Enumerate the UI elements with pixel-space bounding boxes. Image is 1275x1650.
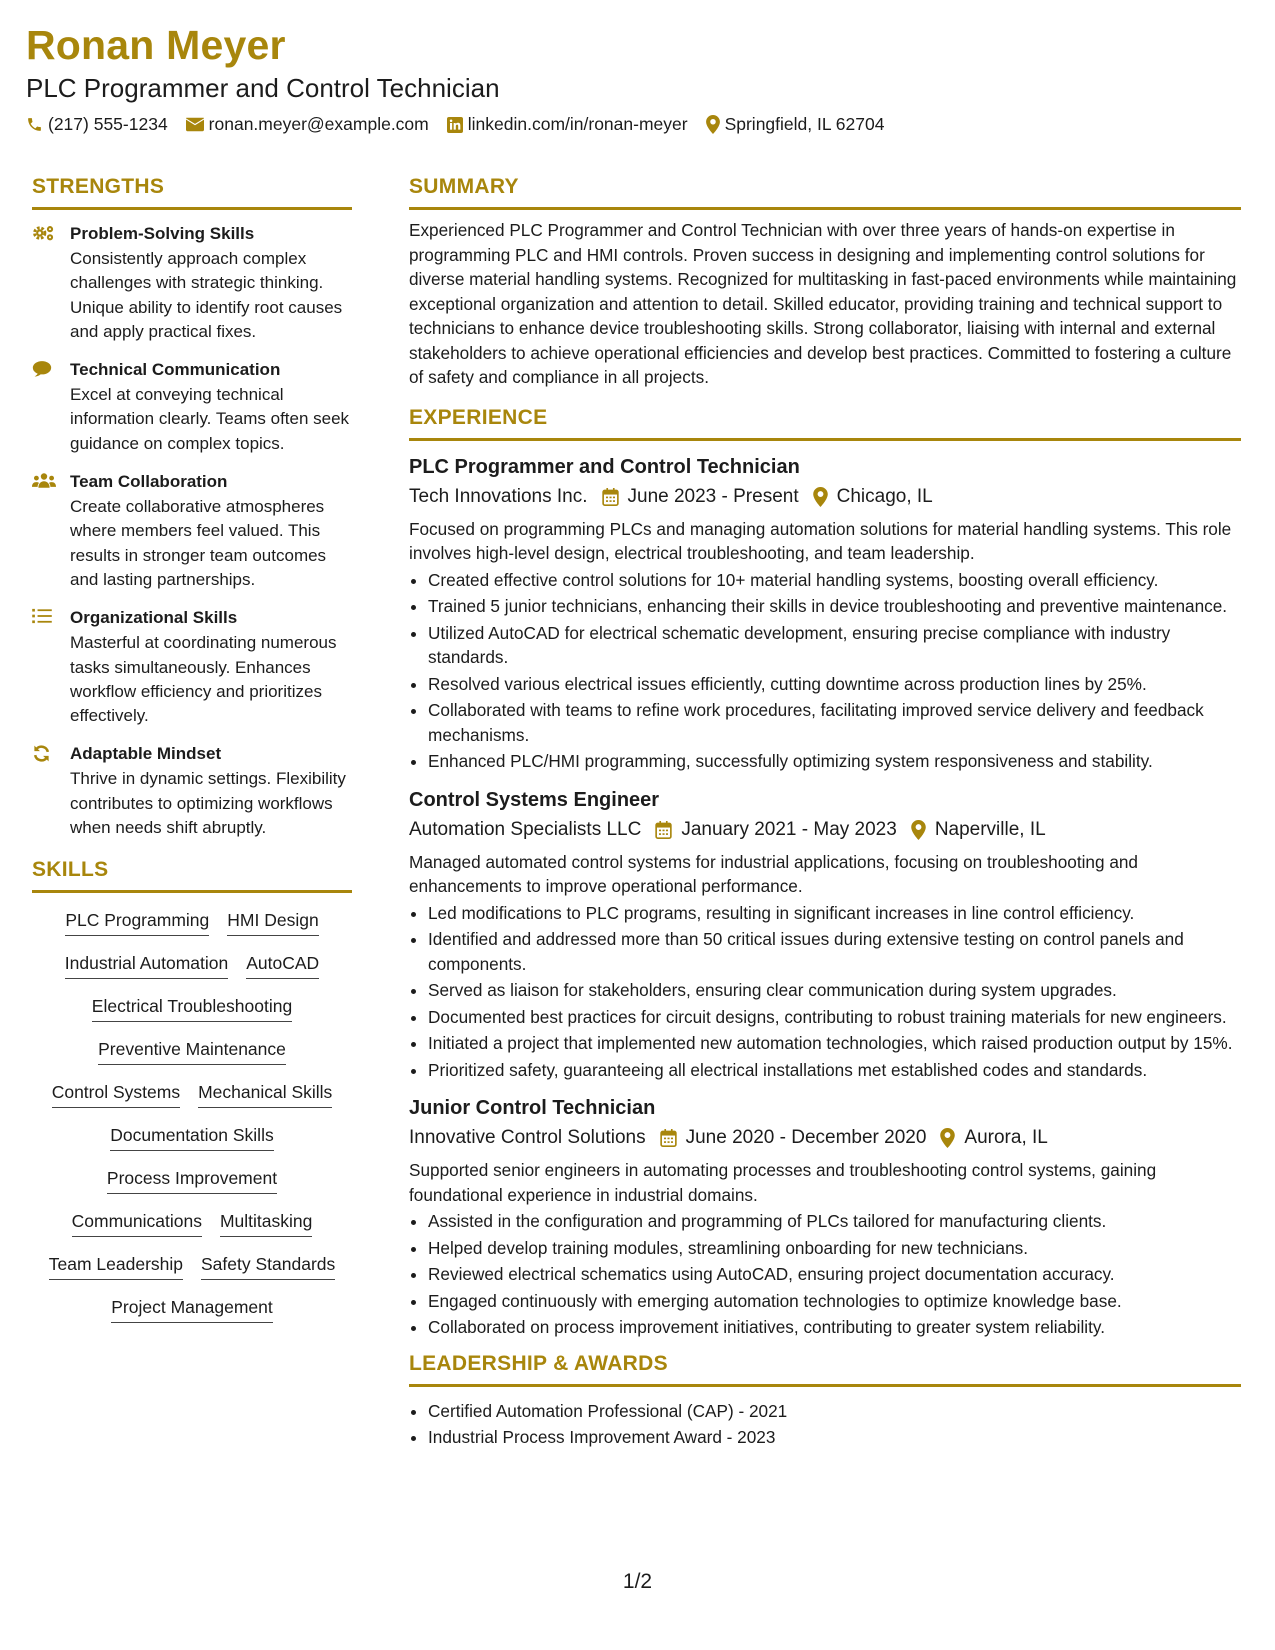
strength-item [32,742,352,840]
job-description: Managed automated control systems for industrial applications, focusing on troubleshooting and enhancements to improve operational performance. [409,851,1138,896]
phone-icon [26,116,43,133]
job-title: Junior Control Technician [409,1097,656,1119]
contact-email[interactable] [186,114,429,135]
job-location: Chicago, IL [836,485,933,507]
gears-icon [32,224,56,242]
skill-tag: HMI Design [227,909,318,936]
skill-tag: Project Management [111,1296,272,1323]
users-icon [32,472,56,489]
strength-title: Organizational Skills [70,608,238,628]
map-pin-icon [706,115,720,134]
skill-tag: Mechanical Skills [198,1081,332,1108]
sidebar [32,175,352,1339]
strength-item [32,606,352,728]
job-bullet: • Enhanced PLC/HMI programming, successfully optimizing system responsiveness and stability. [428,749,1241,774]
skill-tag: Safety Standards [201,1253,335,1280]
job-entry [409,453,1241,774]
awards-heading: LEADERSHIP & AWARDS [409,1352,1241,1387]
strength-item [32,358,352,456]
awards-list [409,1399,1241,1450]
contact-bar [26,114,902,135]
skill-tag: AutoCAD [246,952,319,979]
job-bullet: • Documented best practices for circuit designs, contributing to robust training materials for new engineers. [428,1005,1241,1030]
skills-list [32,905,352,1339]
skill-tag: Industrial Automation [65,952,228,979]
strength-description: Consistently approach complex challenges with strategic thinking. Unique ability to identify root causes and apply practical fixes. [70,249,343,341]
job-bullet: • Assisted in the configuration and programming of PLCs tailored for manufacturing clients. [428,1209,1241,1234]
calendar-icon [655,821,672,839]
job-company: Automation Specialists LLC [409,818,642,840]
strength-description: Create collaborative atmospheres where members feel valued. This results in stronger team outcomes and lasting partnerships. [70,497,327,589]
strength-item [32,470,352,592]
job-location: Aurora, IL [964,1127,1048,1148]
skill-tag: Electrical Troubleshooting [92,995,292,1022]
job-bullets [409,901,1241,1083]
job-bullet: • Created effective control solutions for 10+ material handling systems, boosting overall efficiency. [428,568,1241,593]
contact-location [706,114,885,135]
job-bullet: • Trained 5 junior technicians, enhancing their skills in device troubleshooting and preventive maintenance. [428,594,1241,619]
job-location: Naperville, IL [934,818,1046,840]
job-entry [409,786,1241,1083]
map-pin-icon [940,1128,955,1148]
job-bullets [409,568,1241,774]
skill-tag: Control Systems [52,1081,180,1108]
job-dates: June 2023 - Present [627,485,799,507]
strength-title: Adaptable Mindset [70,744,222,764]
job-entry [409,1094,1241,1340]
skill-tag: Preventive Maintenance [98,1038,286,1065]
strengths-heading: STRENGTHS [32,175,352,210]
summary-heading: SUMMARY [409,175,1241,210]
main-column [409,175,1241,1452]
contact-linkedin[interactable] [447,114,688,135]
job-bullet: • Collaborated on process improvement initiatives, contributing to greater system reliability. [428,1315,1241,1340]
strength-title: Team Collaboration [70,472,228,492]
job-meta [409,1124,1241,1152]
speech-bubble-icon [32,360,52,378]
list-icon [32,608,52,624]
job-dates: June 2020 - December 2020 [685,1127,927,1148]
strength-title: Problem-Solving Skills [70,224,255,243]
envelope-icon [186,117,204,132]
map-pin-icon [813,487,828,507]
job-bullet: • Utilized AutoCAD for electrical schematic development, ensuring precise compliance with industry standards. [428,621,1241,670]
summary-text: Experienced PLC Programmer and Control Technician with over three years of hands-on expertise in programming PLC and HMI controls. Proven success in designing and implementing control solutions for diverse material handling systems. Recognized for multitasking in fast-paced environments while maintaining exceptional organization and attention to detail. Skilled educator, providing training and technical support to technicians to enhance device troubleshooting skills. Strong collaborator, liaising with internal and external stakeholders to achieve operational efficiencies and develop best practices. Committed to fostering a culture of safety and compliance in all projects. [409,220,1237,387]
job-company: Tech Innovations Inc. [409,485,588,507]
job-bullet: • Engaged continuously with emerging automation technologies to optimize knowledge base. [428,1289,1241,1314]
job-description: Focused on programming PLCs and managing automation solutions for material handling systems. This role involves high-level design, electrical troubleshooting, and team leadership. [409,518,1232,563]
job-meta [409,483,1241,511]
job-bullet: • Helped develop training modules, streamlining onboarding for new technicians. [428,1236,1241,1261]
phone-text: (217) 555-1234 [48,114,168,134]
strength-description: Thrive in dynamic settings. Flexibility contributes to optimizing workflows when needs shift abruptly. [70,769,346,838]
award-item: • Industrial Process Improvement Award - 2023 [428,1425,1241,1450]
strength-title: Technical Communication [70,360,281,380]
refresh-icon [32,744,51,763]
job-company: Innovative Control Solutions [409,1127,646,1148]
job-title: PLC Programmer and Control Technician [409,455,800,478]
skills-heading: SKILLS [32,858,352,893]
strength-item [32,222,352,344]
job-bullet: • Prioritized safety, guaranteeing all electrical installations met established codes and standards. [428,1058,1241,1083]
job-bullet: • Collaborated with teams to refine work procedures, facilitating improved service delivery and feedback mechanisms. [428,698,1241,747]
job-bullet: • Served as liaison for stakeholders, ensuring clear communication during system upgrades. [428,978,1241,1003]
job-bullet: • Reviewed electrical schematics using AutoCAD, ensuring project documentation accuracy. [428,1262,1241,1287]
candidate-headline: PLC Programmer and Control Technician [26,73,500,103]
strength-description: Masterful at coordinating numerous tasks simultaneously. Enhances workflow efficiency and prioritizes effectively. [70,633,337,726]
skill-tag: Process Improvement [107,1167,277,1194]
linkedin-text: linkedin.com/in/ronan-meyer [467,114,688,134]
job-meta [409,816,1241,844]
award-item: • Certified Automation Professional (CAP) - 2021 [428,1399,1241,1424]
job-bullet: • Led modifications to PLC programs, resulting in significant increases in line control efficiency. [428,901,1241,926]
job-bullet: • Identified and addressed more than 50 critical issues during extensive testing on control panels and components. [428,927,1241,976]
email-text: ronan.meyer@example.com [208,114,429,134]
job-dates: January 2021 - May 2023 [681,818,897,840]
job-description: Supported senior engineers in automating processes and troubleshooting control systems, gaining foundational experience in industrial domains. [409,1160,1157,1205]
job-title: Control Systems Engineer [409,788,660,811]
strength-description: Excel at conveying technical information clearly. Teams often seek guidance on complex topics. [70,385,350,453]
location-text: Springfield, IL 62704 [724,114,885,134]
map-pin-icon [911,820,926,840]
calendar-icon [660,1129,677,1147]
calendar-icon [602,488,619,506]
skill-tag: PLC Programming [65,909,209,936]
candidate-name: Ronan Meyer [26,22,286,68]
skill-tag: Documentation Skills [110,1124,273,1151]
job-bullet: • Resolved various electrical issues efficiently, cutting downtime across production lines by 25%. [428,672,1241,697]
page-number: 1/2 [622,1570,653,1593]
linkedin-icon [447,117,463,133]
skill-tag: Multitasking [220,1210,312,1237]
contact-phone [26,114,168,135]
skill-tag: Communications [72,1210,202,1237]
job-bullets [409,1209,1241,1340]
skill-tag: Team Leadership [49,1253,183,1280]
job-bullet: • Initiated a project that implemented new automation technologies, which raised production output by 15%. [428,1031,1241,1056]
experience-heading: EXPERIENCE [409,406,1241,441]
